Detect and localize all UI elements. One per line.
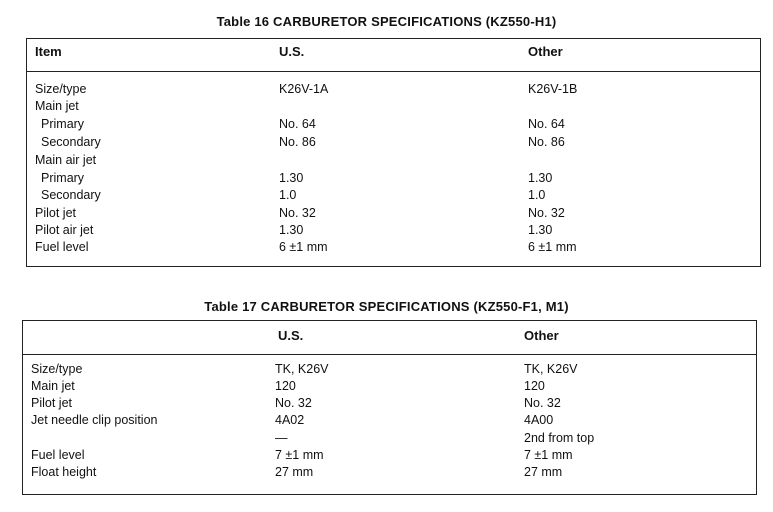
table-cell: 1.30 [528, 171, 553, 185]
table-cell: 120 [524, 379, 545, 393]
table-cell: 120 [275, 379, 296, 393]
table-cell: Main air jet [35, 153, 97, 167]
table-cell: No. 64 [528, 117, 565, 131]
table16-title: Table 16 CARBURETOR SPECIFICATIONS (KZ550-H1) [216, 14, 557, 29]
table-cell: 1.0 [528, 188, 546, 202]
table17-title: Table 17 CARBURETOR SPECIFICATIONS (KZ550-F1, M1) [204, 299, 569, 314]
table-cell: No. 86 [279, 135, 316, 149]
table-cell: Float height [31, 465, 97, 479]
table-cell: No. 32 [524, 396, 561, 410]
table-cell: No. 86 [528, 135, 565, 149]
table-cell: TK, K26V [275, 362, 329, 376]
table-cell: Size/type [31, 362, 83, 376]
table-cell: K26V-1B [528, 82, 578, 96]
table16-header-rule [27, 71, 760, 72]
table-cell: Size/type [35, 82, 87, 96]
table-cell: 1.30 [279, 171, 304, 185]
table-cell: Primary [41, 117, 85, 131]
table-cell: 27 mm [524, 465, 563, 479]
table-cell: Fuel level [31, 448, 85, 462]
table-cell: Secondary [41, 135, 101, 149]
table16 [26, 38, 761, 267]
table-cell: K26V-1A [279, 82, 329, 96]
table17-header-us: U.S. [278, 328, 304, 343]
table-cell: TK, K26V [524, 362, 578, 376]
table17-header-other: Other [524, 328, 559, 343]
table-cell: 6 ±1 mm [528, 240, 577, 254]
table-cell: Main jet [31, 379, 75, 393]
table-cell: Primary [41, 171, 85, 185]
table-cell: 7 ±1 mm [275, 448, 324, 462]
table-cell: Pilot air jet [35, 223, 94, 237]
table17 [22, 320, 757, 495]
table-cell: Secondary [41, 188, 101, 202]
table16-header-other: Other [528, 44, 563, 59]
table-cell: 1.30 [528, 223, 553, 237]
table-cell: — [275, 431, 288, 445]
table-cell: 4A00 [524, 413, 554, 427]
table17-header-rule [23, 354, 756, 355]
table-cell: 27 mm [275, 465, 314, 479]
table-cell: Main jet [35, 99, 79, 113]
table-cell: 1.0 [279, 188, 297, 202]
table-cell: 1.30 [279, 223, 304, 237]
table-cell: 4A02 [275, 413, 305, 427]
table-cell: 7 ±1 mm [524, 448, 573, 462]
table-cell: No. 32 [528, 206, 565, 220]
table-cell: Pilot jet [35, 206, 76, 220]
table-cell: Fuel level [35, 240, 89, 254]
table-cell: No. 32 [279, 206, 316, 220]
table16-header-item: Item [35, 44, 62, 59]
table-cell: 2nd from top [524, 431, 595, 445]
table-cell: No. 64 [279, 117, 316, 131]
table-cell: No. 32 [275, 396, 312, 410]
table16-header-us: U.S. [279, 44, 305, 59]
table-cell: Pilot jet [31, 396, 72, 410]
table-cell: Jet needle clip position [31, 413, 158, 427]
table-cell: 6 ±1 mm [279, 240, 328, 254]
